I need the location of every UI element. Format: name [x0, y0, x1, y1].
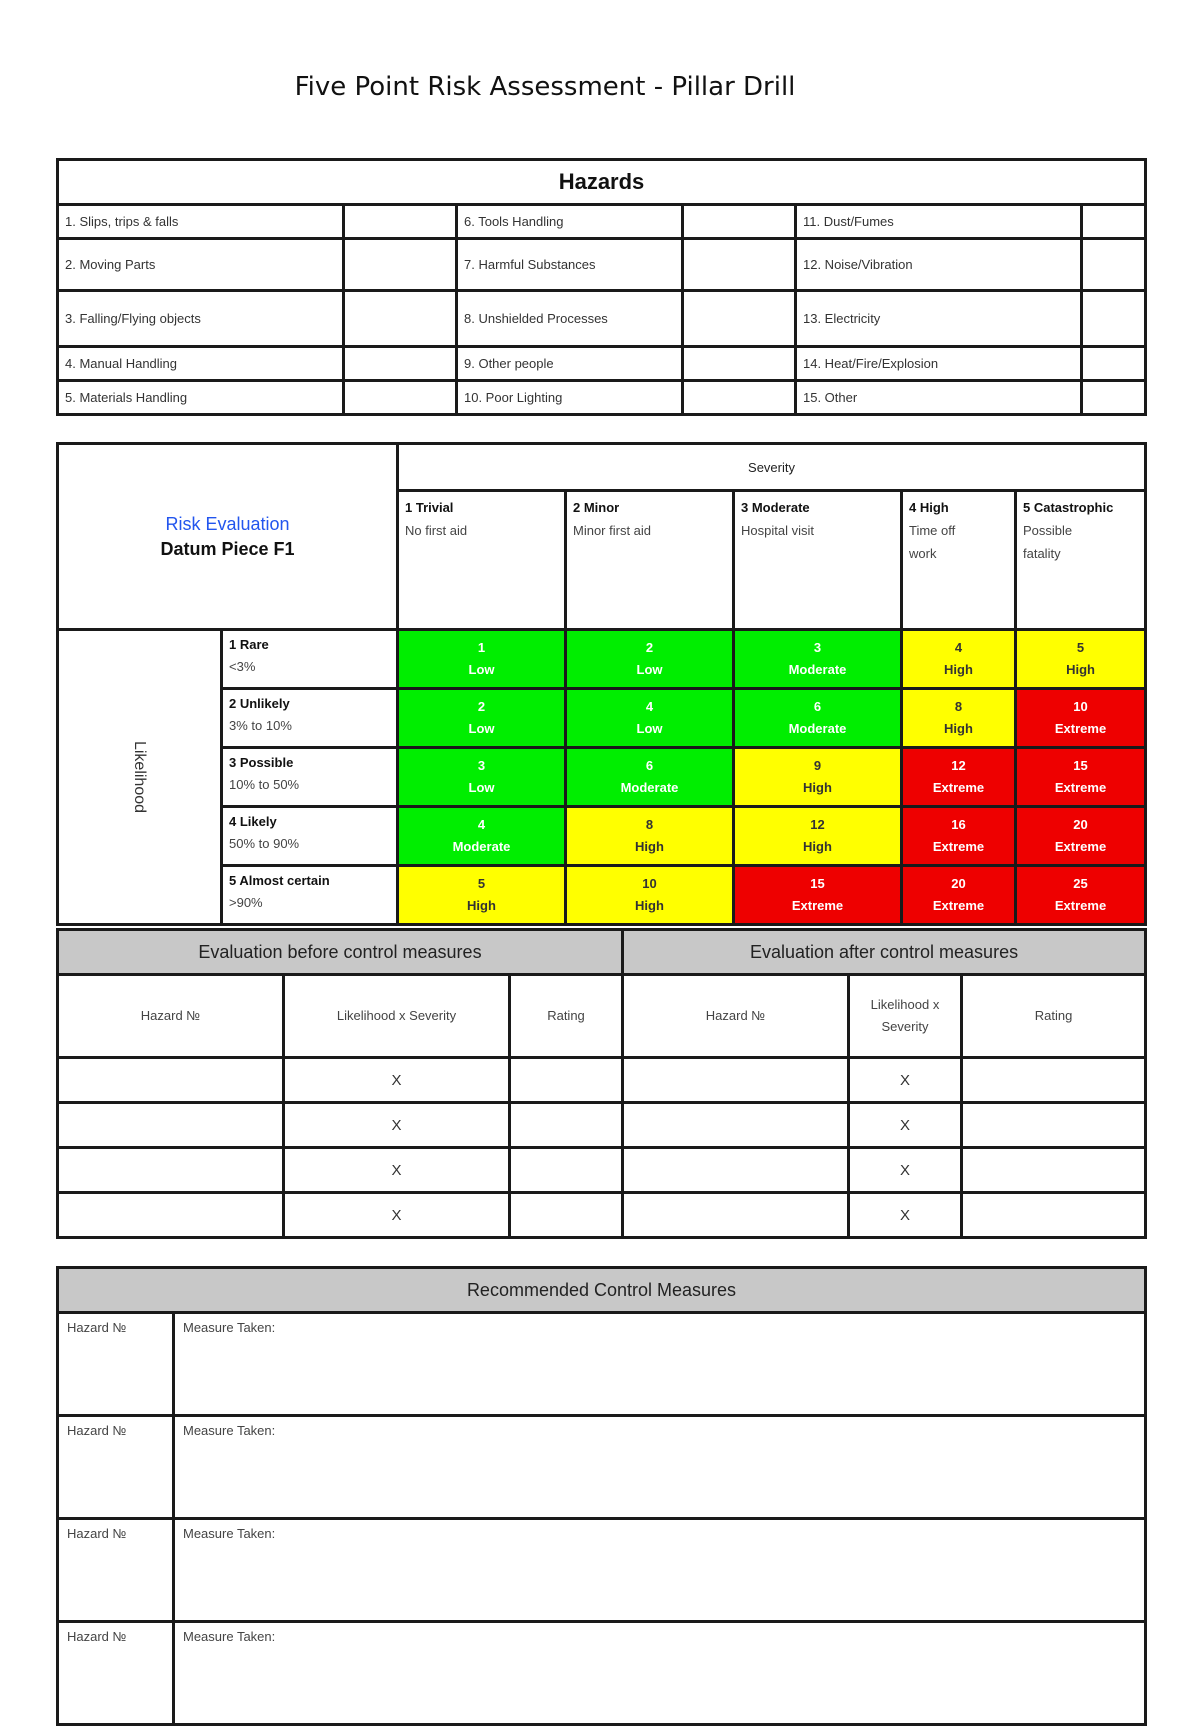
risk-score: 3: [813, 640, 822, 655]
risk-score: 4: [477, 817, 486, 832]
risk-score: 5: [477, 876, 486, 891]
risk-cell: [734, 630, 902, 689]
rating-field[interactable]: [510, 1193, 623, 1238]
risk-rating: High: [803, 780, 832, 795]
risk-cell: [1016, 866, 1146, 925]
risk-score: 9: [813, 758, 822, 773]
hazard-check-cell[interactable]: [1082, 291, 1146, 347]
likelihood-row-header: [222, 689, 398, 748]
likelihood-label: Likelihood: [131, 740, 149, 814]
risk-score: 2: [477, 699, 486, 714]
risk-rating: High: [803, 839, 832, 854]
likelihood-severity-line: Likelihood x: [870, 997, 940, 1012]
risk-score: 1: [477, 640, 486, 655]
severity-name: 3 Moderate: [741, 500, 810, 515]
likelihood-desc: <3%: [229, 659, 256, 674]
severity-column-header: [566, 491, 734, 630]
severity-column-header: [734, 491, 902, 630]
hazard-row: [58, 205, 1146, 239]
likelihood-row-header: [222, 748, 398, 807]
risk-rating: High: [944, 662, 973, 677]
risk-score: 25: [1073, 876, 1088, 891]
rating-header: Rating: [510, 975, 623, 1058]
hazard-label: 3. Falling/Flying objects: [58, 291, 344, 347]
hazard-check-cell[interactable]: [683, 239, 796, 291]
severity-name: 2 Minor: [573, 500, 620, 515]
risk-rating: Moderate: [452, 839, 511, 854]
rating-field[interactable]: [510, 1058, 623, 1103]
risk-rating: Extreme: [791, 898, 844, 913]
likelihood-severity-line: Severity: [881, 1019, 929, 1034]
risk-score: 6: [645, 758, 654, 773]
likelihood-name: 1 Rare: [229, 637, 269, 652]
risk-rating: Extreme: [932, 780, 985, 795]
risk-score: 4: [954, 640, 963, 655]
likelihood-desc: 3% to 10%: [229, 718, 292, 733]
severity-desc: Minor first aid: [573, 523, 652, 538]
risk-cell: [398, 866, 566, 925]
risk-cell: [734, 807, 902, 866]
severity-desc: Possible: [1023, 523, 1073, 538]
risk-cell: [902, 630, 1016, 689]
rating-field[interactable]: [962, 1193, 1146, 1238]
hazard-label: 15. Other: [796, 381, 1082, 415]
hazard-label: 4. Manual Handling: [58, 347, 344, 381]
risk-rating: Moderate: [788, 662, 847, 677]
hazard-label: 5. Materials Handling: [58, 381, 344, 415]
control-measures-heading: Recommended Control Measures: [58, 1268, 1146, 1313]
hazard-number-field[interactable]: Hazard №: [58, 1519, 174, 1622]
likelihood-row-header: [222, 866, 398, 925]
hazard-number-field[interactable]: [623, 1193, 849, 1238]
risk-rating: Low: [468, 780, 495, 795]
severity-column-header: [398, 491, 566, 630]
risk-cell: [1016, 748, 1146, 807]
hazard-row: [58, 381, 1146, 415]
likelihood-name: 4 Likely: [229, 814, 277, 829]
severity-name: 1 Trivial: [405, 500, 454, 515]
hazard-number-field[interactable]: Hazard №: [58, 1313, 174, 1416]
hazard-number-field[interactable]: [623, 1058, 849, 1103]
likelihood-severity-field[interactable]: X: [849, 1148, 962, 1193]
hazard-check-cell[interactable]: [683, 347, 796, 381]
risk-cell: [1016, 689, 1146, 748]
risk-rating: Low: [468, 721, 495, 736]
hazard-number-header: Hazard №: [58, 975, 284, 1058]
hazard-label: 10. Poor Lighting: [457, 381, 683, 415]
page-title: Five Point Risk Assessment - Pillar Drill: [294, 72, 796, 102]
risk-rating: Extreme: [1054, 898, 1107, 913]
risk-rating: Extreme: [1054, 721, 1107, 736]
risk-cell: [566, 689, 734, 748]
likelihood-severity-field[interactable]: X: [284, 1058, 510, 1103]
hazard-number-field[interactable]: Hazard №: [58, 1416, 174, 1519]
risk-rating: High: [467, 898, 496, 913]
risk-score: 5: [1076, 640, 1085, 655]
likelihood-severity-field[interactable]: X: [849, 1058, 962, 1103]
likelihood-severity-field[interactable]: X: [284, 1103, 510, 1148]
measure-taken-field[interactable]: Measure Taken:: [174, 1416, 1146, 1519]
risk-cell: [566, 866, 734, 925]
risk-score: 15: [810, 876, 825, 891]
severity-column-header: [1016, 491, 1146, 630]
risk-rating: High: [635, 898, 664, 913]
risk-score: 15: [1073, 758, 1088, 773]
evaluation-table: [56, 928, 1147, 1239]
risk-rating: Moderate: [620, 780, 679, 795]
risk-rating: Low: [468, 662, 495, 677]
rating-field[interactable]: [962, 1058, 1146, 1103]
evaluation-row: [58, 1103, 1146, 1148]
risk-cell: [734, 866, 902, 925]
evaluation-row: [58, 1193, 1146, 1238]
hazard-label: 1. Slips, trips & falls: [58, 205, 344, 239]
risk-score: 8: [954, 699, 963, 714]
risk-evaluation-title: Risk Evaluation: [165, 513, 290, 534]
severity-heading: Severity: [398, 444, 1146, 491]
control-measures-table: [56, 1266, 1147, 1726]
hazard-label: 2. Moving Parts: [58, 239, 344, 291]
severity-desc: No first aid: [405, 523, 468, 538]
likelihood-desc: >90%: [229, 895, 263, 910]
rating-field[interactable]: [510, 1148, 623, 1193]
likelihood-row: [58, 630, 1146, 689]
risk-score: 20: [951, 876, 966, 891]
hazard-check-cell[interactable]: [344, 205, 457, 239]
risk-cell: [398, 630, 566, 689]
risk-rating: Extreme: [1054, 839, 1107, 854]
rating-header: Rating: [962, 975, 1146, 1058]
risk-rating: Moderate: [788, 721, 847, 736]
risk-rating: Extreme: [932, 898, 985, 913]
risk-rating: Extreme: [932, 839, 985, 854]
likelihood-severity-field[interactable]: X: [849, 1193, 962, 1238]
severity-desc: Time off: [909, 523, 956, 538]
risk-score: 6: [813, 699, 822, 714]
risk-score: 4: [645, 699, 654, 714]
risk-cell: [902, 689, 1016, 748]
hazard-number-field[interactable]: [58, 1193, 284, 1238]
hazard-row: [58, 291, 1146, 347]
likelihood-row-header: [222, 630, 398, 689]
likelihood-severity-field[interactable]: X: [849, 1103, 962, 1148]
severity-name: 5 Catastrophic: [1023, 500, 1114, 515]
evaluation-after-heading: Evaluation after control measures: [623, 930, 1146, 975]
severity-column-header: [902, 491, 1016, 630]
risk-cell: [566, 748, 734, 807]
hazard-check-cell[interactable]: [1082, 347, 1146, 381]
hazard-label: 12. Noise/Vibration: [796, 239, 1082, 291]
risk-cell: [902, 748, 1016, 807]
hazard-number-header: Hazard №: [623, 975, 849, 1058]
hazard-check-cell[interactable]: [1082, 205, 1146, 239]
risk-rating: Extreme: [1054, 780, 1107, 795]
hazard-check-cell[interactable]: [344, 381, 457, 415]
risk-rating: High: [635, 839, 664, 854]
measure-taken-field[interactable]: Measure Taken:: [174, 1622, 1146, 1725]
risk-rating: High: [1066, 662, 1095, 677]
hazard-label: 6. Tools Handling: [457, 205, 683, 239]
likelihood-name: 2 Unlikely: [229, 696, 290, 711]
risk-rating: Low: [636, 662, 663, 677]
hazard-label: 11. Dust/Fumes: [796, 205, 1082, 239]
hazard-check-cell[interactable]: [683, 291, 796, 347]
likelihood-name: 5 Almost certain: [229, 873, 330, 888]
severity-desc: fatality: [1023, 546, 1061, 561]
risk-matrix: [56, 442, 1147, 926]
hazard-label: 14. Heat/Fire/Explosion: [796, 347, 1082, 381]
hazards-table: [56, 158, 1147, 416]
likelihood-severity-header: [849, 975, 962, 1058]
likelihood-desc: 50% to 90%: [229, 836, 300, 851]
risk-score: 10: [642, 876, 657, 891]
likelihood-severity-field[interactable]: X: [284, 1193, 510, 1238]
likelihood-desc: 10% to 50%: [229, 777, 300, 792]
hazard-row: [58, 239, 1146, 291]
rating-field[interactable]: [962, 1148, 1146, 1193]
hazard-number-field[interactable]: [58, 1058, 284, 1103]
hazard-check-cell[interactable]: [1082, 381, 1146, 415]
measure-taken-field[interactable]: Measure Taken:: [174, 1519, 1146, 1622]
hazard-check-cell[interactable]: [1082, 239, 1146, 291]
risk-cell: [566, 807, 734, 866]
hazard-number-field[interactable]: [623, 1103, 849, 1148]
risk-cell: [1016, 807, 1146, 866]
risk-score: 10: [1073, 699, 1088, 714]
hazard-check-cell[interactable]: [344, 239, 457, 291]
risk-cell: [398, 689, 566, 748]
hazard-number-field[interactable]: Hazard №: [58, 1622, 174, 1725]
likelihood-severity-header: Likelihood x Severity: [284, 975, 510, 1058]
hazard-number-field[interactable]: [58, 1103, 284, 1148]
risk-cell: [398, 807, 566, 866]
control-measure-row: [58, 1416, 1146, 1519]
risk-rating: High: [944, 721, 973, 736]
hazard-check-cell[interactable]: [683, 205, 796, 239]
rating-field[interactable]: [510, 1103, 623, 1148]
control-measure-row: [58, 1313, 1146, 1416]
likelihood-row-header: [222, 807, 398, 866]
hazard-label: 13. Electricity: [796, 291, 1082, 347]
risk-score: 16: [951, 817, 966, 832]
likelihood-axis: [58, 630, 222, 925]
severity-name: 4 High: [909, 500, 949, 515]
risk-cell: [902, 807, 1016, 866]
severity-desc: Hospital visit: [741, 523, 814, 538]
risk-score: 20: [1073, 817, 1088, 832]
evaluation-row: [58, 1148, 1146, 1193]
hazard-check-cell[interactable]: [344, 291, 457, 347]
likelihood-name: 3 Possible: [229, 755, 294, 770]
evaluation-before-heading: Evaluation before control measures: [58, 930, 623, 975]
rating-field[interactable]: [962, 1103, 1146, 1148]
hazard-number-field[interactable]: [58, 1148, 284, 1193]
hazard-label: 9. Other people: [457, 347, 683, 381]
risk-cell: [398, 748, 566, 807]
datum-piece-label: Datum Piece F1: [160, 538, 295, 559]
hazard-check-cell[interactable]: [683, 381, 796, 415]
hazard-label: 7. Harmful Substances: [457, 239, 683, 291]
likelihood-severity-field[interactable]: X: [284, 1148, 510, 1193]
control-measure-row: [58, 1519, 1146, 1622]
risk-score: 2: [645, 640, 654, 655]
risk-score: 3: [477, 758, 486, 773]
risk-score: 8: [645, 817, 654, 832]
hazard-check-cell[interactable]: [344, 347, 457, 381]
risk-score: 12: [951, 758, 966, 773]
hazard-row: [58, 347, 1146, 381]
hazards-heading: Hazards: [58, 160, 1146, 205]
risk-evaluation-header: [58, 444, 398, 630]
severity-desc: work: [909, 546, 937, 561]
risk-cell: [1016, 630, 1146, 689]
risk-cell: [902, 866, 1016, 925]
hazard-label: 8. Unshielded Processes: [457, 291, 683, 347]
control-measure-row: [58, 1622, 1146, 1725]
risk-rating: Low: [636, 721, 663, 736]
risk-score: 12: [810, 817, 825, 832]
evaluation-row: [58, 1058, 1146, 1103]
risk-cell: [734, 748, 902, 807]
risk-cell: [734, 689, 902, 748]
measure-taken-field[interactable]: Measure Taken:: [174, 1313, 1146, 1416]
risk-cell: [566, 630, 734, 689]
hazard-number-field[interactable]: [623, 1148, 849, 1193]
